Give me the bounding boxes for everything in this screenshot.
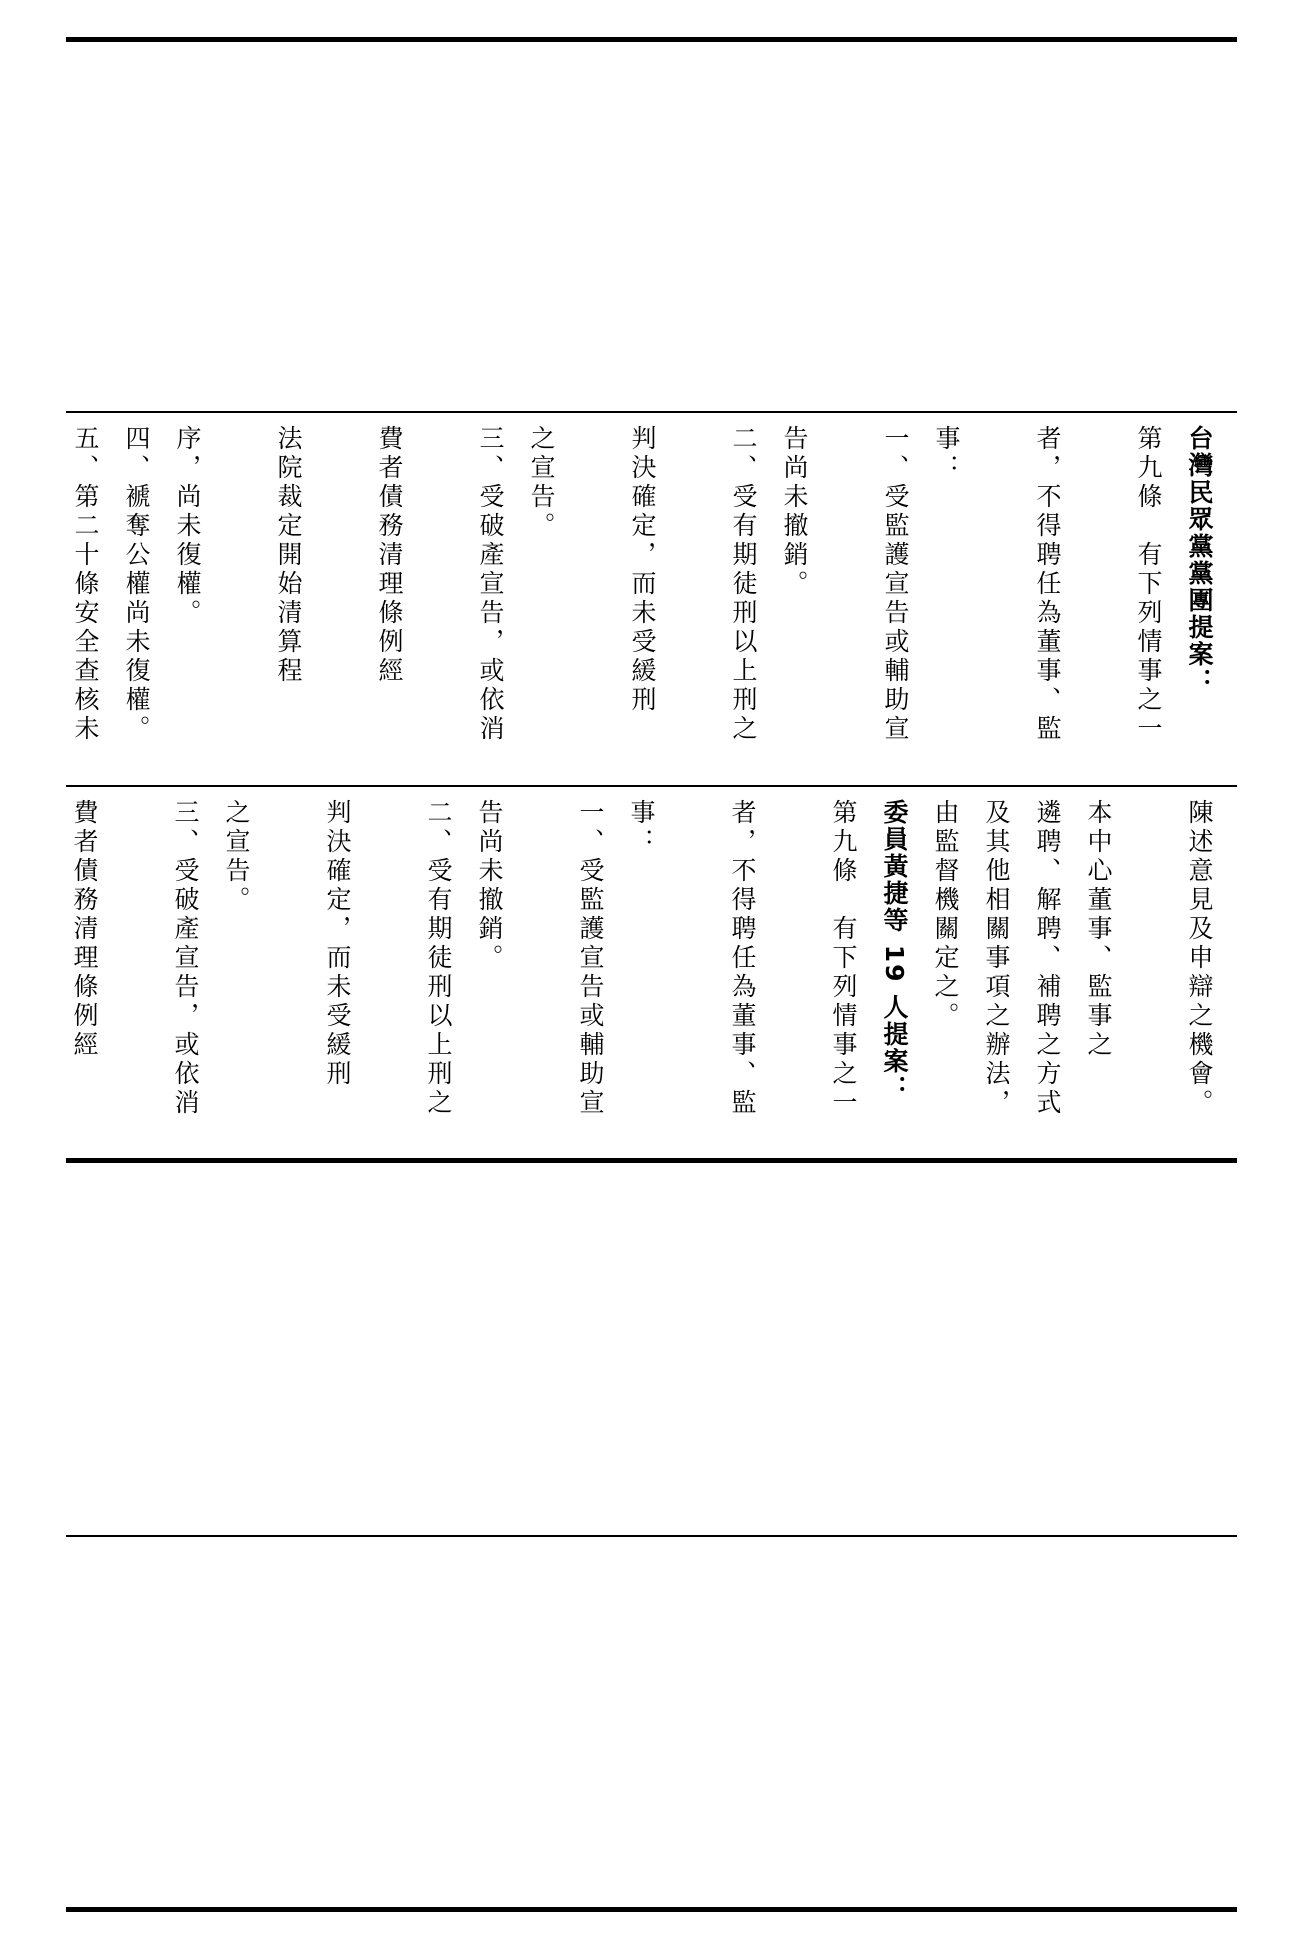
text-line: 由監督機關定之。 (931, 799, 960, 1031)
text-line: 告尚未撤銷。 (475, 799, 504, 973)
text-line: 第九條 有下列情事之一 (829, 799, 858, 1118)
proposal-heading: 台灣民眾黨黨團提案： (1185, 425, 1214, 695)
text-line: 者，不得聘任為董事、監 (1033, 425, 1062, 744)
proposal-heading: 委員黃捷等 19 人提案： (880, 799, 909, 1103)
text-line: 三、受破產宣告，或依消 (171, 799, 200, 1118)
bottom-border-rule (66, 1907, 1237, 1912)
text-line: 五、第二十條安全查核未 (71, 425, 100, 744)
text-line: 判決確定，而未受緩刑 (323, 799, 352, 1089)
top-border-rule (66, 37, 1237, 42)
text-line: 遴聘、解聘、補聘之方式 (1033, 799, 1062, 1118)
text-line: 本中心董事、監事之 (1084, 799, 1113, 1060)
text-line: 序，尚未復權。 (173, 425, 202, 628)
cell-divider-rule (66, 1158, 1237, 1163)
text-line: 費者債務清理條例經 (375, 425, 404, 686)
proposal-cell-tpp-caucus (66, 413, 1237, 785)
text-line: 之宣告。 (222, 799, 251, 915)
text-line: 二、受有期徒刑以上刑之 (729, 425, 758, 744)
text-line: 第九條 有下列情事之一 (1134, 425, 1163, 744)
text-line: 陳述意見及申辯之機會。 (1185, 799, 1214, 1118)
text-line: 法院裁定開始清算程 (274, 425, 303, 686)
proposal-cell-huang-jie (66, 787, 1237, 1158)
text-line: 判決確定，而未受緩刑 (628, 425, 657, 715)
text-line: 事： (932, 425, 961, 483)
text-line: 告尚未撤銷。 (780, 425, 809, 599)
text-line: 一、受監護宣告或輔助宣 (881, 425, 910, 744)
text-line: 二、受有期徒刑以上刑之 (424, 799, 453, 1118)
text-line: 事： (627, 799, 656, 857)
text-line: 者，不得聘任為董事、監 (728, 799, 757, 1118)
text-line: 之宣告。 (527, 425, 556, 541)
text-line: 費者債務清理條例經 (70, 799, 99, 1060)
text-line: 四、褫奪公權尚未復權。 (122, 425, 151, 744)
text-line: 一、受監護宣告或輔助宣 (576, 799, 605, 1118)
cell-divider-rule (66, 1535, 1237, 1537)
text-line: 三、受破產宣告，或依消 (476, 425, 505, 744)
text-line: 及其他相關事項之辦法， (982, 799, 1011, 1118)
